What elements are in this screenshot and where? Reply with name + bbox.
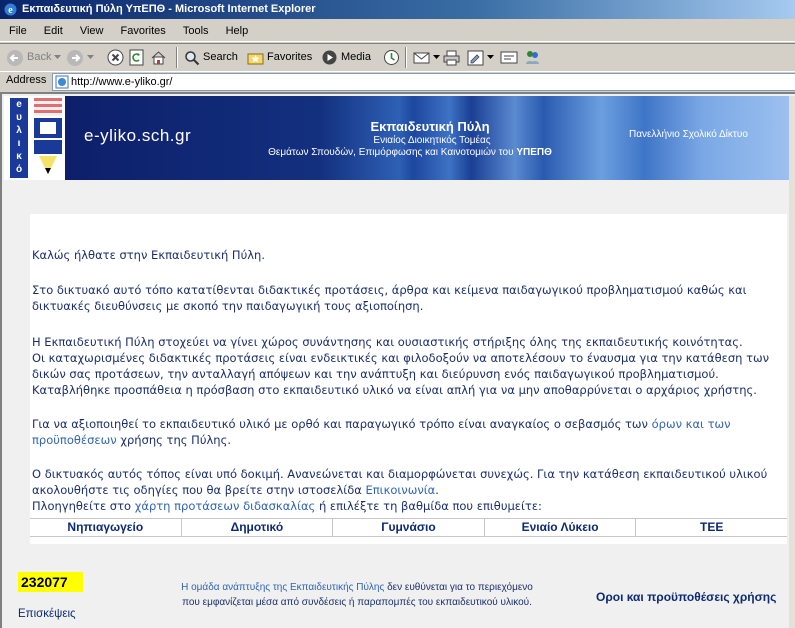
back-label: Back [27,51,52,63]
mail-button[interactable] [413,47,440,68]
home-icon [150,49,167,66]
favorites-button[interactable] [247,47,312,68]
welcome-content [30,214,787,544]
favorites-folder-icon [247,50,264,66]
discuss-icon [500,50,518,66]
intro-text: Στο δικτυακό αυτό τόπο κατατίθενται διδακτικές προτάσεις, άρθρα και κείμενα παιδαγωγικού προβληματισμού καθώς και δικτυακές διευθύνσεις με σκοπό την παιδαγωγική τους αξιοποίηση. [32,283,747,313]
page-viewport [0,92,795,628]
chevron-down-icon [487,55,494,60]
chevron-down-icon [87,55,94,60]
education-levels-bar [30,518,787,537]
media-button[interactable] [321,47,371,68]
media-icon [321,49,338,66]
messenger-button[interactable] [524,47,541,68]
page-icon [55,75,69,89]
mail-icon [413,50,430,65]
back-button[interactable] [6,47,61,68]
level-lyceum[interactable]: Ενιαίο Λύκειο [485,519,637,536]
address-label: Address [6,74,47,86]
menu-edit[interactable]: Edit [43,25,63,37]
search-button[interactable] [184,47,238,68]
level-kindergarten[interactable]: Νηπιαγωγείο [30,519,182,536]
stop-button[interactable] [107,47,124,68]
refresh-button[interactable] [128,47,145,68]
menu-view[interactable]: View [79,25,104,37]
school-network-label[interactable]: Πανελλήνιο Σχολικό Δίκτυο [629,129,748,140]
forward-arrow-icon [66,49,84,67]
search-label: Search [203,51,238,63]
goal-text: Η Εκπαιδευτική Πύλη στοχεύει να γίνει χώρος συνάντησης και ουσιαστικής στήριξης όλης της εκπαιδευτικής κοινότητας. [32,335,743,349]
e-yliko-logo[interactable]: e υ λ ι κ ό [4,96,66,180]
standard-toolbar [0,43,795,70]
window-title-bar [0,0,795,19]
level-gymnasium[interactable]: Γυμνάσιο [333,519,485,536]
history-icon [383,49,400,66]
vertical-scrollbar[interactable] [789,96,795,628]
edit-button[interactable] [467,47,494,68]
search-icon [184,50,200,66]
svg-text:e: e [8,5,13,16]
trial-text: Ο δικτυακός αυτός τόπος είναι υπό δοκιμή. Ανανεώνεται και διαμορφώνεται συνεχώς. Για την κατάθεση εκπαιδευτικού υλικού ακολουθήστε τις οδηγίες που θα βρείτε στην ιστοσελίδα Επικοινωνία. [32,467,768,497]
menu-file[interactable]: File [9,25,27,37]
address-bar [0,71,795,91]
site-name: e-yliko.sch.gr [84,126,192,145]
site-banner [4,96,789,180]
stop-icon [107,49,124,66]
teaching-map-link[interactable]: χάρτη προτάσεων διδασκαλίας [134,499,316,513]
portal-title: Εκπαιδευτική Πύλη [370,119,490,134]
chevron-down-icon [54,55,61,60]
printer-icon [443,50,460,66]
level-tee[interactable]: ΤΕΕ [700,520,724,534]
address-input[interactable] [52,73,795,91]
effort-text: Καταβλήθηκε προσπάθεια η πρόσβαση στο εκπαιδευτικό υλικό να είναι απλή για να μην αποθαρρύνεται ο αρχάριος χρήστης. [32,383,757,397]
history-button[interactable] [383,47,400,68]
disclaimer-note: Η ομάδα ανάπτυξης της Εκπαιδευτικής Πύλης δεν ευθύνεται για το περιεχόμενο που εμφανίζεται μέσα από συνδέσεις ή παραπομπές του εκπαιδευτικού υλικού. [181,582,533,608]
back-arrow-icon [6,49,24,67]
edit-page-icon [467,50,484,66]
media-label: Media [341,51,371,63]
level-primary[interactable]: Δημοτικό [182,519,334,536]
address-url: http://www.e-yliko.gr/ [71,76,173,88]
discuss-button[interactable] [500,47,518,68]
dev-team-link[interactable]: Η ομάδα ανάπτυξης της Εκπαιδευτικής Πύλης [181,582,385,593]
terms-inline-link[interactable]: όρων και των προϋποθέσεων [32,417,731,447]
home-button[interactable] [150,47,167,68]
respect-text: Για να αξιοποιηθεί το εκπαιδευτικό υλικό με ορθό και παραγωγικό τρόπο είναι αναγκαίος ο σεβασμός των όρων και των προϋποθέσεων χρήσης της Πύλης. [32,417,731,447]
forward-button[interactable] [66,47,94,68]
chevron-down-icon [433,55,440,60]
welcome-text: Καλώς ήλθατε στην Εκπαιδευτική Πύλη. [32,248,265,262]
window-title: Εκπαιδευτική Πύλη ΥπΕΠΘ - Microsoft Internet Explorer [22,3,316,15]
visit-counter: 232077 [18,572,83,592]
contact-link[interactable]: Επικοινωνία [365,483,436,497]
proposals-text: Οι καταχωρισμένες διδακτικές προτάσεις είναι ενδεικτικές και φιλοδοξούν να αποτελέσουν το έναυσμα για την κατάθεση των δικών σας προτάσεων, την ανταλλαγή απόψεων και την ανάπτυξη και διεύρυνση ενός παιδαγωγικού προβληματισμού. [32,351,770,381]
terms-of-use-link[interactable]: Οροι και προϋποθέσεις χρήσης [596,590,777,604]
print-button[interactable] [443,47,460,68]
portal-subtitle-2: Θεμάτων Σπουδών, Επιμόρφωσης και Καινοτομιών του ΥΠΕΠΘ [268,147,552,158]
favorites-label: Favorites [267,51,313,63]
messenger-icon [524,49,541,66]
navigate-text: Πλοηγηθείτε στο χάρτη προτάσεων διδασκαλίας ή επιλέξτε τη βαθμίδα που επιθυμείτε: [32,499,542,513]
portal-subtitle-1: Ενιαίος Διοικητικός Τομέας [373,135,491,146]
menu-bar [0,20,795,42]
menu-help[interactable]: Help [225,25,249,37]
ie-icon [3,2,18,17]
menu-tools[interactable]: Tools [182,25,209,37]
menu-favorites[interactable]: Favorites [120,25,166,37]
visits-label: Επισκέψεις [18,608,76,620]
refresh-icon [128,49,145,66]
